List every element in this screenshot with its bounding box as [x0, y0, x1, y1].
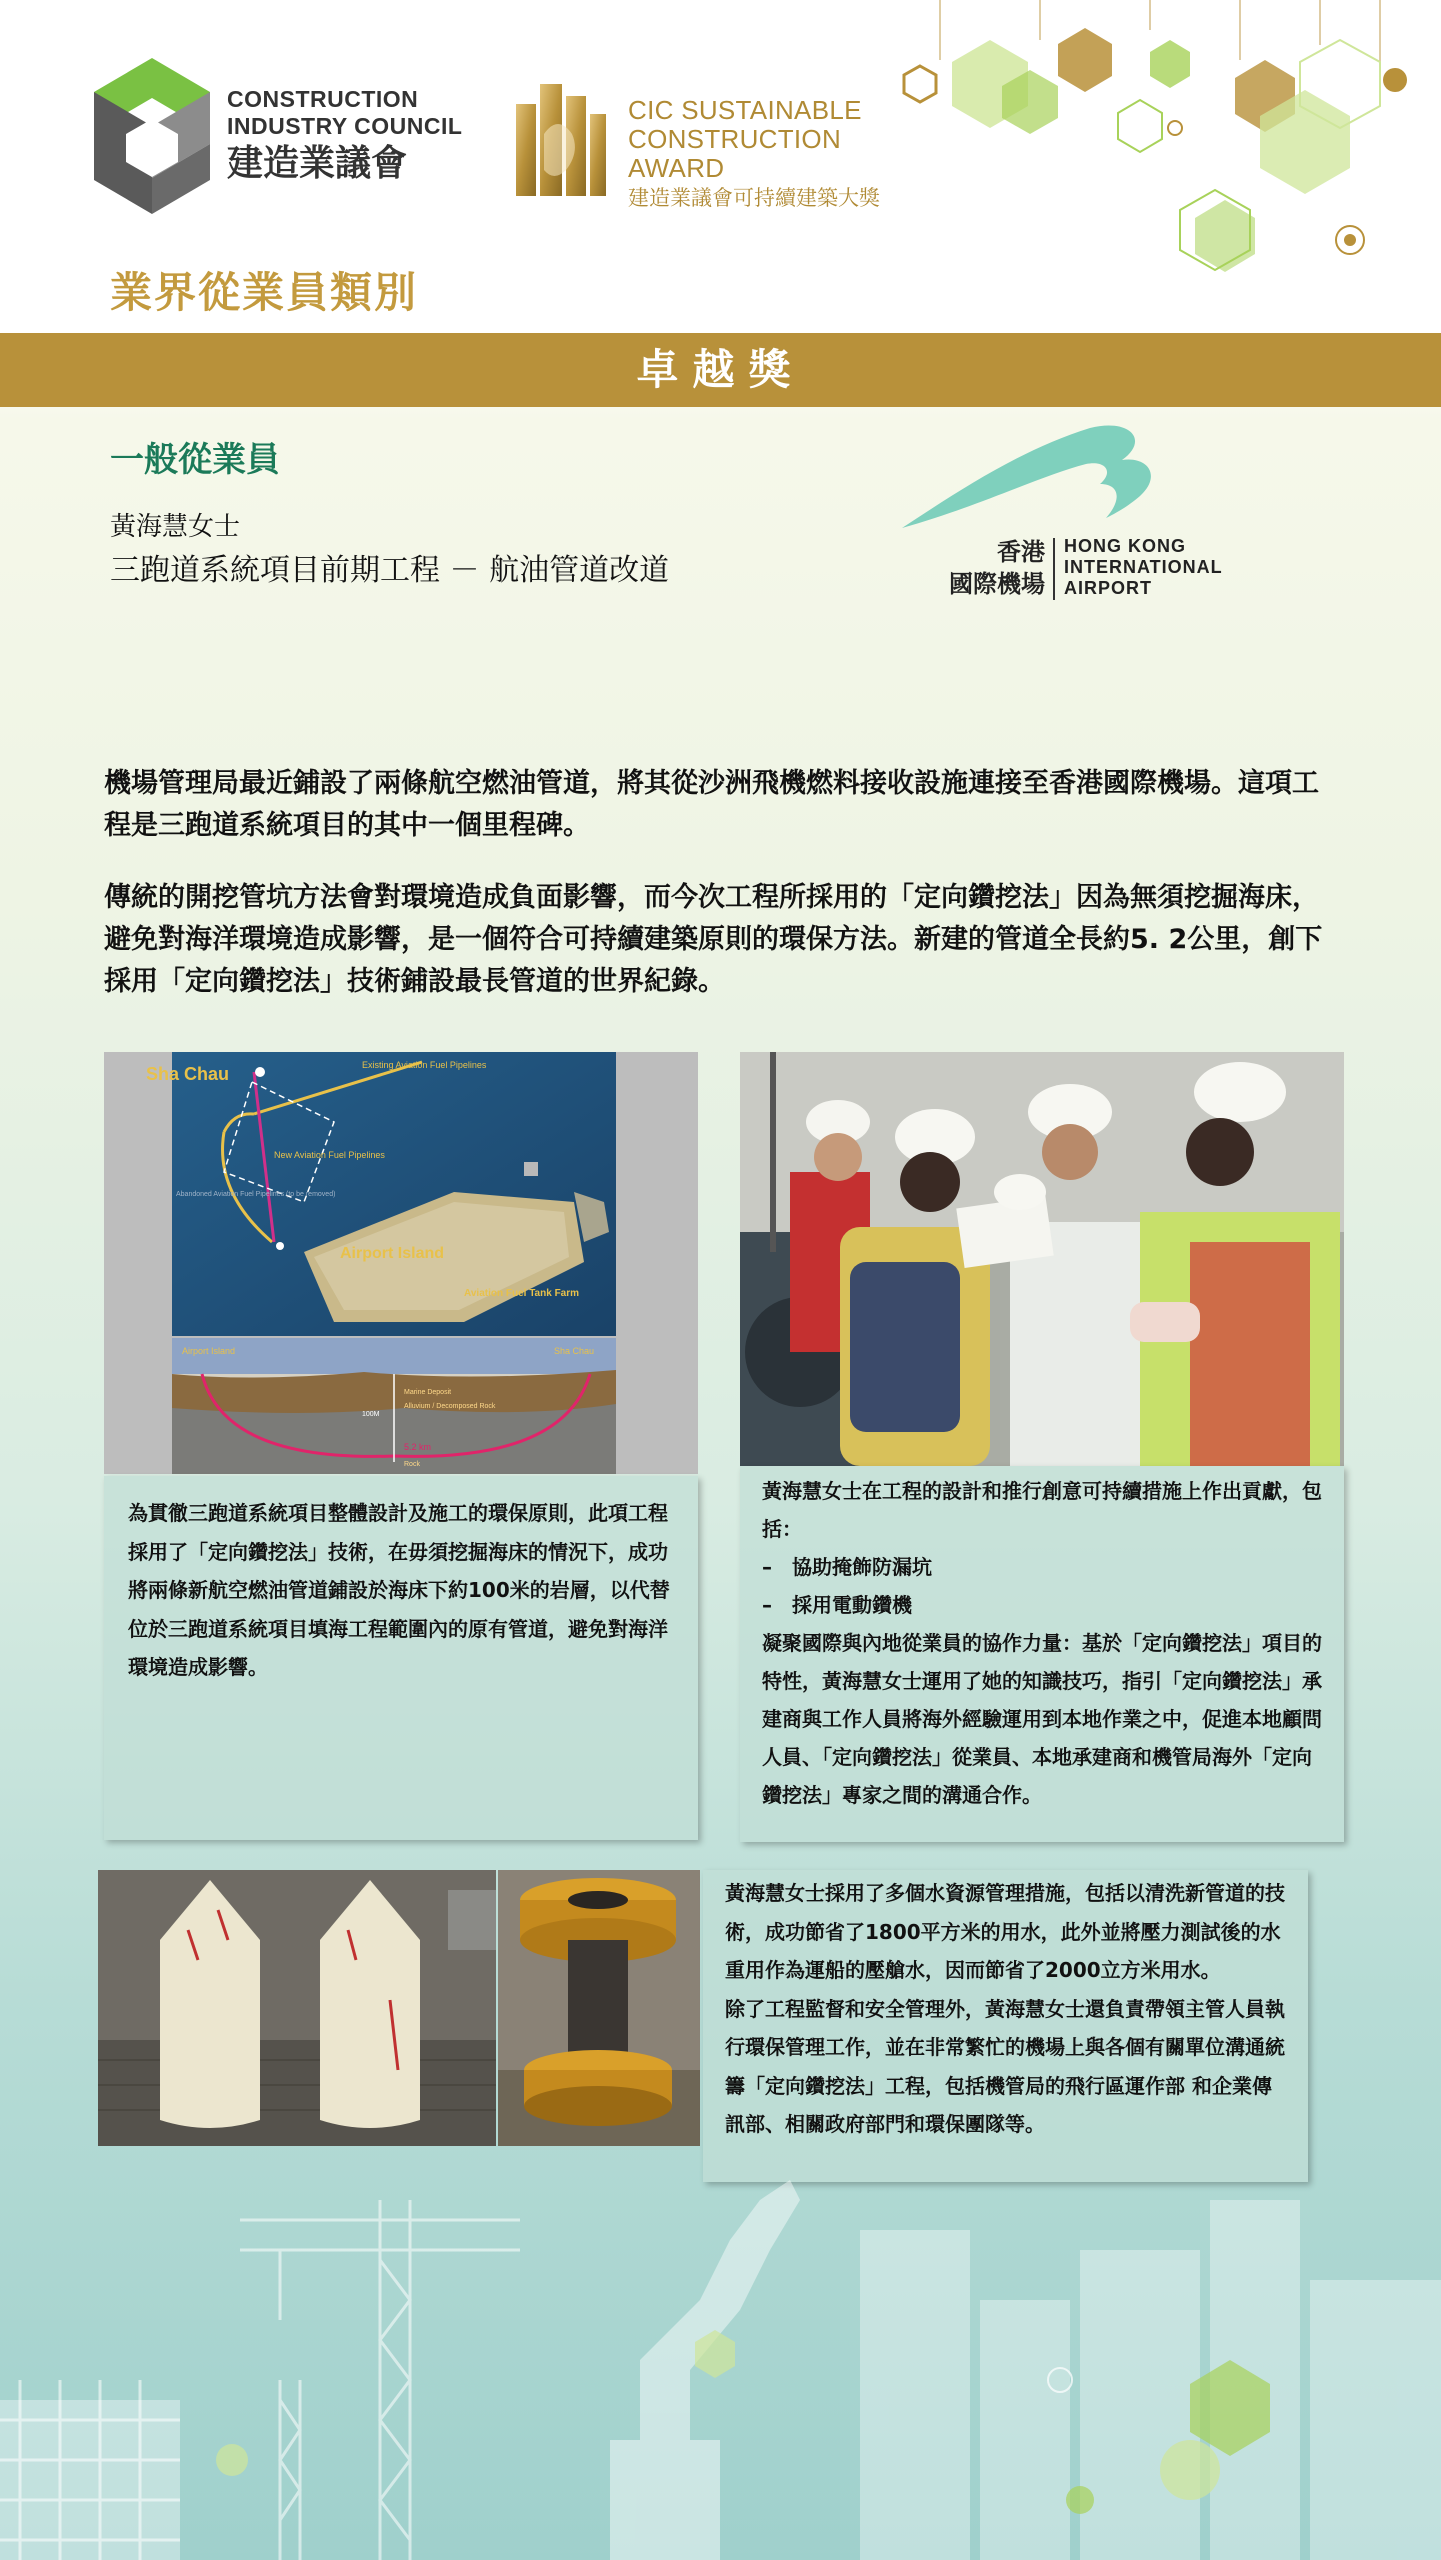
map-label-abandoned-pipeline: Abandoned Aviation Fuel Pipelines (to be removed): [176, 1191, 336, 1198]
hkia-separator: [1053, 538, 1055, 600]
section-label-alluvium: Alluvium / Decomposed Rock: [404, 1403, 496, 1410]
cic-logo: [92, 56, 482, 216]
pipeline-map-image: [104, 1052, 698, 1474]
hkia-name-zh-line1: 香港: [997, 538, 1045, 566]
hexagon-decoration-icon: [880, 0, 1441, 280]
contribution-body: 凝聚國際與內地從業員的協作力量：基於「定向鑽挖法」項目的特性，黃海慧女士運用了她的知識技巧，指引「定向鑽挖法」承建商與工作人員將海外經驗運用到本地作業之中，促進本地顧問人員、「定向鑽挖法」從業員、本地承建商和機管局海外「定向鑽挖法」專家之間的溝通合作。: [762, 1631, 1322, 1807]
environmental-management-text: 除了工程監督和安全管理外，黃海慧女士還負責帶領主管人員執行環保管理工作，並在非常繁忙的機場上與各個有關單位溝通統籌「定向鑽挖法」工程，包括機管局的飛行區運作部 和企業傳訊部、相關政府部門和環保團隊等。: [725, 1996, 1285, 2136]
cic-name-zh: 建造業議會: [227, 143, 408, 184]
hkia-name-en-line1: HONG KONG: [1064, 536, 1187, 556]
section-label-airport: Airport Island: [182, 1346, 236, 1356]
hkia-wing-icon: [900, 420, 1170, 530]
awardee-name: 黃海慧女士: [110, 512, 241, 542]
award-name-en-line1: CIC SUSTAINABLE: [628, 95, 862, 125]
cic-name-en-line2: INDUSTRY COUNCIL: [227, 113, 463, 139]
site-meeting-graphic: [740, 1052, 1344, 1466]
hkia-name-en-line2: INTERNATIONAL: [1064, 557, 1223, 577]
construction-skyline-decoration-icon: [0, 2140, 1441, 2560]
section-label-rock: Rock: [404, 1461, 420, 1468]
drill-pipe-graphic: [498, 1870, 700, 2146]
cic-logo-text: [227, 86, 462, 186]
pipe-caps-photo: [98, 1870, 496, 2146]
map-label-sha-chau: Sha Chau: [146, 1064, 230, 1084]
hkia-name-zh-line2: 國際機場: [949, 570, 1045, 598]
pipe-caps-graphic: [98, 1870, 496, 2146]
hkia-name-en: [1064, 536, 1223, 599]
hkia-name-en-line3: AIRPORT: [1064, 578, 1152, 598]
category-title: 業界從業員類別: [110, 268, 419, 317]
map-label-tank-farm: Aviation Fuel Tank Farm: [464, 1288, 580, 1299]
award-band-title: 卓越獎: [636, 345, 805, 394]
intro-paragraph-1: 機場管理局最近鋪設了兩條航空燃油管道，將其從沙洲飛機燃料接收設施連接至香港國際機場。這項工程是三跑道系統項目的其中一個里程碑。: [104, 768, 1319, 841]
map-label-airport-island: Airport Island: [340, 1245, 445, 1262]
cic-name-en-line1: CONSTRUCTION: [227, 86, 419, 112]
site-meeting-photo: [740, 1052, 1344, 1466]
award-logo: [510, 74, 930, 210]
subcategory-title: 一般從業員: [110, 440, 280, 480]
water-management-box: [703, 1870, 1308, 2182]
map-label-new-pipeline: New Aviation Fuel Pipelines: [274, 1150, 385, 1160]
map-label-existing-pipeline: Existing Aviation Fuel Pipelines: [362, 1060, 487, 1070]
contribution-item-1: – 協助掩飾防漏坑: [762, 1555, 932, 1579]
award-name-en-line2: CONSTRUCTION AWARD: [628, 124, 842, 183]
hkia-logo: [900, 420, 1240, 600]
contribution-intro: 黃海慧女士在工程的設計和推行創意可持續措施上作出貢獻，包括：: [762, 1479, 1322, 1541]
award-name-zh: 建造業議會可持續建築大獎: [628, 186, 880, 210]
section-label-deposit: Marine Deposit: [404, 1389, 452, 1396]
award-band: [0, 333, 1441, 407]
award-trophy-icon: [510, 74, 610, 200]
section-label-depth: 100M: [362, 1411, 380, 1418]
hkia-name-zh: [940, 536, 1045, 600]
project-title: 三跑道系統項目前期工程 － 航油管道改道: [110, 553, 670, 588]
water-management-text: 黃海慧女士採用了多個水資源管理措施，包括以清洗新管道的技術，成功節省了1800平方米的用水，此外並將壓力測試後的水重用作為運船的壓艙水，因而節省了2000立方米用水。: [725, 1881, 1285, 1982]
drill-pipe-photo: [498, 1870, 700, 2146]
intro-paragraph-2: 傳統的開挖管坑方法會對環境造成負面影響，而今次工程所採用的「定向鑽挖法」因為無須挖掘海床，避免對海洋環境造成影響，是一個符合可持續建築原則的環保方法。新建的管道全長約5. 2公里，創下採用「定向鑽挖法」技術鋪設最長管道的世界紀錄。: [104, 882, 1323, 997]
section-label-sha-chau: Sha Chau: [554, 1346, 595, 1356]
cic-logo-mark-icon: [92, 56, 212, 216]
technique-box: [104, 1476, 698, 1840]
section-label-length: 5.2 km: [404, 1442, 432, 1452]
contribution-item-2: – 採用電動鑽機: [762, 1593, 912, 1617]
technique-text: 為貫徹三跑道系統項目整體設計及施工的環保原則，此項工程採用了「定向鑽挖法」技術，在毋須挖掘海床的情況下，成功將兩條新航空燃油管道鋪設於海床下約100米的岩層，以代替位於三跑道系統項目填海工程範圍內的原有管道，避免對海洋環境造成影響。: [128, 1501, 670, 1679]
pipeline-map-graphic: [104, 1052, 698, 1474]
contribution-box: [740, 1466, 1344, 1842]
